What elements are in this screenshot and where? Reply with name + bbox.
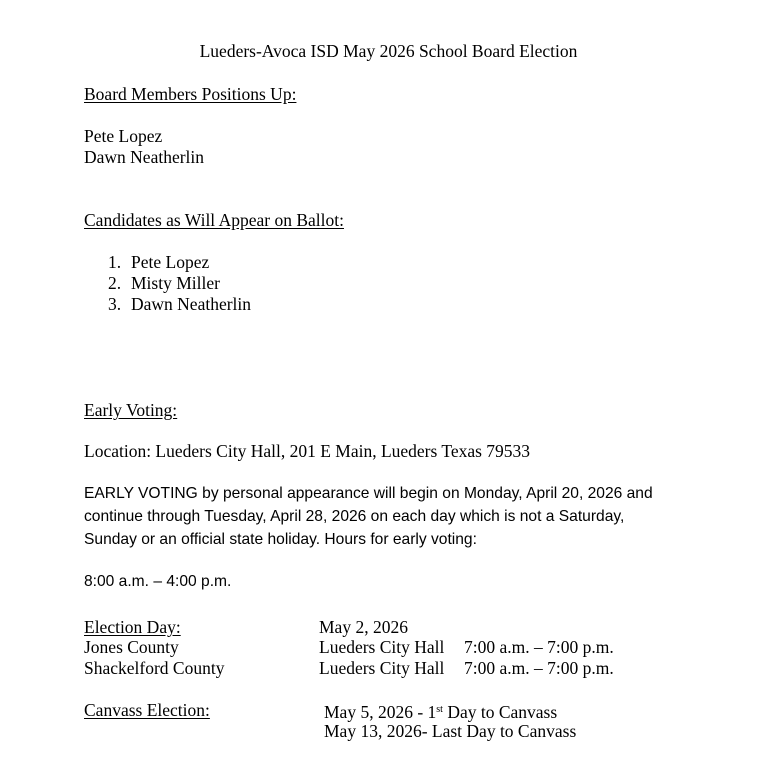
ordinal-suffix: st [436, 704, 443, 715]
early-voting-paragraph-line: Sunday or an official state holiday. Hours for early voting: [84, 531, 477, 548]
candidate-number: 1. [108, 252, 122, 272]
candidates-heading: Candidates as Will Appear on Ballot: [84, 210, 344, 230]
early-voting-heading: Early Voting: [84, 400, 178, 420]
canvass-first-day [324, 700, 557, 722]
canvass-heading: Canvass Election: [84, 700, 210, 720]
positions-up-heading: Board Members Positions Up: [84, 84, 297, 104]
document-title: Lueders-Avoca ISD May 2026 School Board Election [199, 41, 578, 61]
early-voting-location: Location: Lueders City Hall, 201 E Main, Lueders Texas 79533 [84, 441, 531, 461]
candidate-name: Dawn Neatherlin [131, 294, 252, 314]
election-day-date: May 2, 2026 [319, 617, 408, 637]
polling-hours: 7:00 a.m. – 7:00 p.m. [464, 637, 614, 657]
election-day-heading: Election Day: [84, 617, 181, 637]
canvass-first-label: Day to Canvass [442, 702, 558, 722]
canvass-last-day: May 13, 2026- Last Day to Canvass [324, 721, 577, 741]
candidate-number: 3. [108, 294, 122, 314]
county-name: Jones County [84, 637, 179, 657]
candidate-number: 2. [108, 273, 122, 293]
early-voting-paragraph-line: continue through Tuesday, April 28, 2026 on each day which is not a Saturday, [84, 508, 625, 525]
early-voting-hours: 8:00 a.m. – 4:00 p.m. [84, 573, 232, 590]
polling-hours: 7:00 a.m. – 7:00 p.m. [464, 658, 614, 678]
polling-place: Lueders City Hall [319, 637, 445, 657]
polling-place: Lueders City Hall [319, 658, 445, 678]
county-name: Shackelford County [84, 658, 225, 678]
position-name: Pete Lopez [84, 126, 163, 146]
early-voting-paragraph-line: EARLY VOTING by personal appearance will begin on Monday, April 20, 2026 and [84, 485, 653, 502]
candidate-name: Pete Lopez [131, 252, 210, 272]
position-name: Dawn Neatherlin [84, 147, 205, 167]
canvass-first-date: May 5, 2026 - 1 [324, 702, 437, 722]
candidate-name: Misty Miller [131, 273, 220, 293]
